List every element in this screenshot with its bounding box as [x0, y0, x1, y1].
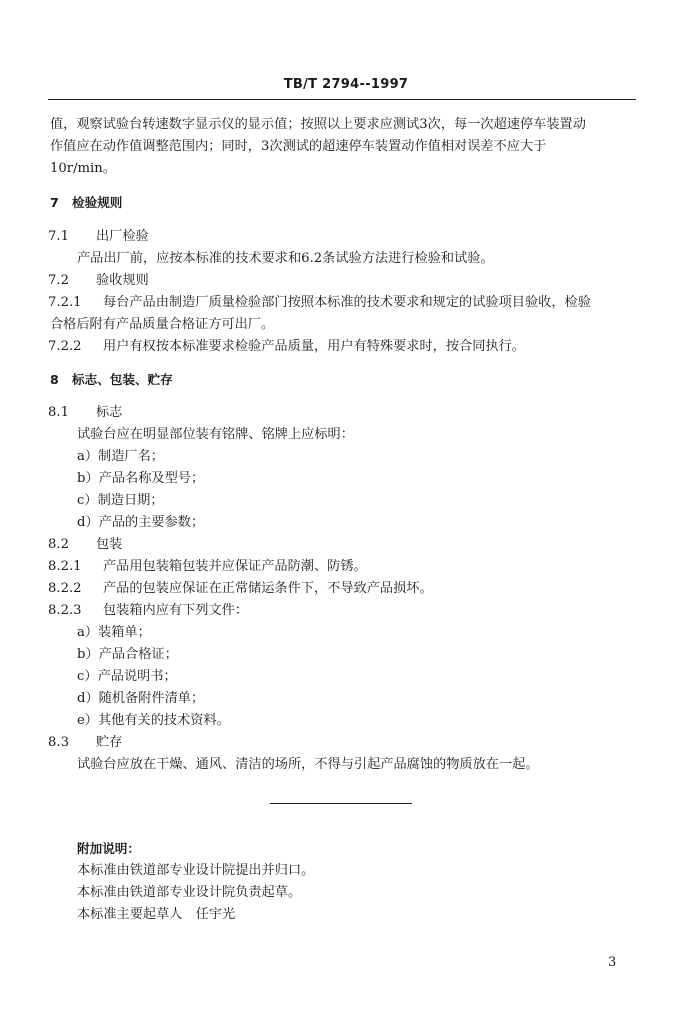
clause-number: 8.1: [48, 405, 69, 420]
header-rule: [48, 99, 636, 100]
clause-8-3: [48, 735, 122, 751]
clause-number: 8.2: [48, 537, 69, 552]
clause-7-1: [48, 229, 149, 245]
clause-number: 8.2.3: [48, 603, 82, 618]
section-8-heading: [50, 372, 173, 388]
clause-8-2-1: [48, 559, 367, 575]
list-item: b）产品合格证；: [77, 647, 178, 662]
list-item: e）其他有关的技术资料。: [77, 713, 230, 728]
clause-number: 7.2: [48, 273, 69, 288]
page-number: 3: [608, 955, 617, 970]
clause-title: 包装: [96, 537, 123, 552]
clause-7-1-text: 产品出厂前，应按本标准的技术要求和6.2条试验方法进行检验和试验。: [77, 251, 494, 266]
clause-number: 7.2.2: [48, 339, 82, 354]
notes-line: 本标准由铁道部专业设计院负责起草。: [77, 885, 302, 900]
clause-title: 出厂检验: [96, 229, 149, 244]
section-7-heading: [50, 195, 122, 211]
section-title: 检验规则: [72, 195, 123, 210]
standard-code-header: TB/T 2794--1997: [283, 77, 409, 92]
clause-8-2-2: [48, 581, 433, 597]
list-item: c）制造日期；: [77, 493, 164, 508]
clause-title: 贮存: [96, 735, 123, 750]
section-number: 8: [50, 372, 59, 387]
intro-line-2: 作值应在动作值调整范围内；同时，3次测试的超速停车装置动作值相对误差不应大于: [50, 139, 547, 154]
clause-8-2-3: [48, 603, 248, 619]
clause-text: 每台产品由制造厂质量检验部门按照本标准的技术要求和规定的试验项目验收，检验: [103, 295, 591, 310]
list-item: c）产品说明书；: [77, 669, 177, 684]
end-separator: [270, 803, 412, 804]
clause-number: 8.3: [48, 735, 69, 750]
clause-title: 验收规则: [96, 273, 149, 288]
list-item: a）制造厂名；: [77, 449, 164, 464]
clause-8-1: [48, 405, 122, 421]
notes-title: 附加说明：: [77, 841, 140, 856]
clause-7-2-1-cont: 合格后附有产品质量合格证方可出厂。: [50, 317, 275, 332]
clause-8-2: [48, 537, 122, 553]
intro-line-3: 10r/min。: [50, 161, 116, 176]
list-item: d）随机备附件清单；: [77, 691, 205, 706]
list-item: d）产品的主要参数；: [77, 515, 205, 530]
list-item: b）产品名称及型号；: [77, 471, 205, 486]
clause-number: 7.1: [48, 229, 69, 244]
clause-number: 8.2.1: [48, 559, 82, 574]
clause-title: 标志: [96, 405, 123, 420]
clause-7-2-1: [48, 295, 591, 311]
notes-line: 本标准由铁道部专业设计院提出并归口。: [77, 863, 315, 878]
clause-text: 产品用包装箱包装并应保证产品防潮、防锈。: [103, 559, 367, 574]
clause-number: 7.2.1: [48, 295, 82, 310]
clause-7-2-2: [48, 339, 525, 355]
clause-text: 包装箱内应有下列文件：: [103, 603, 249, 618]
section-number: 7: [50, 195, 59, 210]
clause-8-3-text: 试验台应放在干燥、通风、清洁的场所，不得与引起产品腐蚀的物质放在一起。: [77, 757, 539, 772]
list-item: a）装箱单；: [77, 625, 151, 640]
intro-line-1: 值，观察试验台转速数字显示仪的显示值；按照以上要求应测试3次，每一次超速停车装置动: [50, 117, 586, 132]
section-title: 标志、包装、贮存: [72, 372, 173, 387]
clause-text: 用户有权按本标准要求检验产品质量，用户有特殊要求时，按合同执行。: [103, 339, 525, 354]
clause-8-1-intro: 试验台应在明显部位装有铭牌、铭牌上应标明：: [77, 427, 354, 442]
clause-7-2: [48, 273, 149, 289]
clause-number: 8.2.2: [48, 581, 82, 596]
clause-text: 产品的包装应保证在正常储运条件下，不导致产品损坏。: [103, 581, 433, 596]
notes-line: 本标准主要起草人 任宇光: [77, 907, 236, 922]
